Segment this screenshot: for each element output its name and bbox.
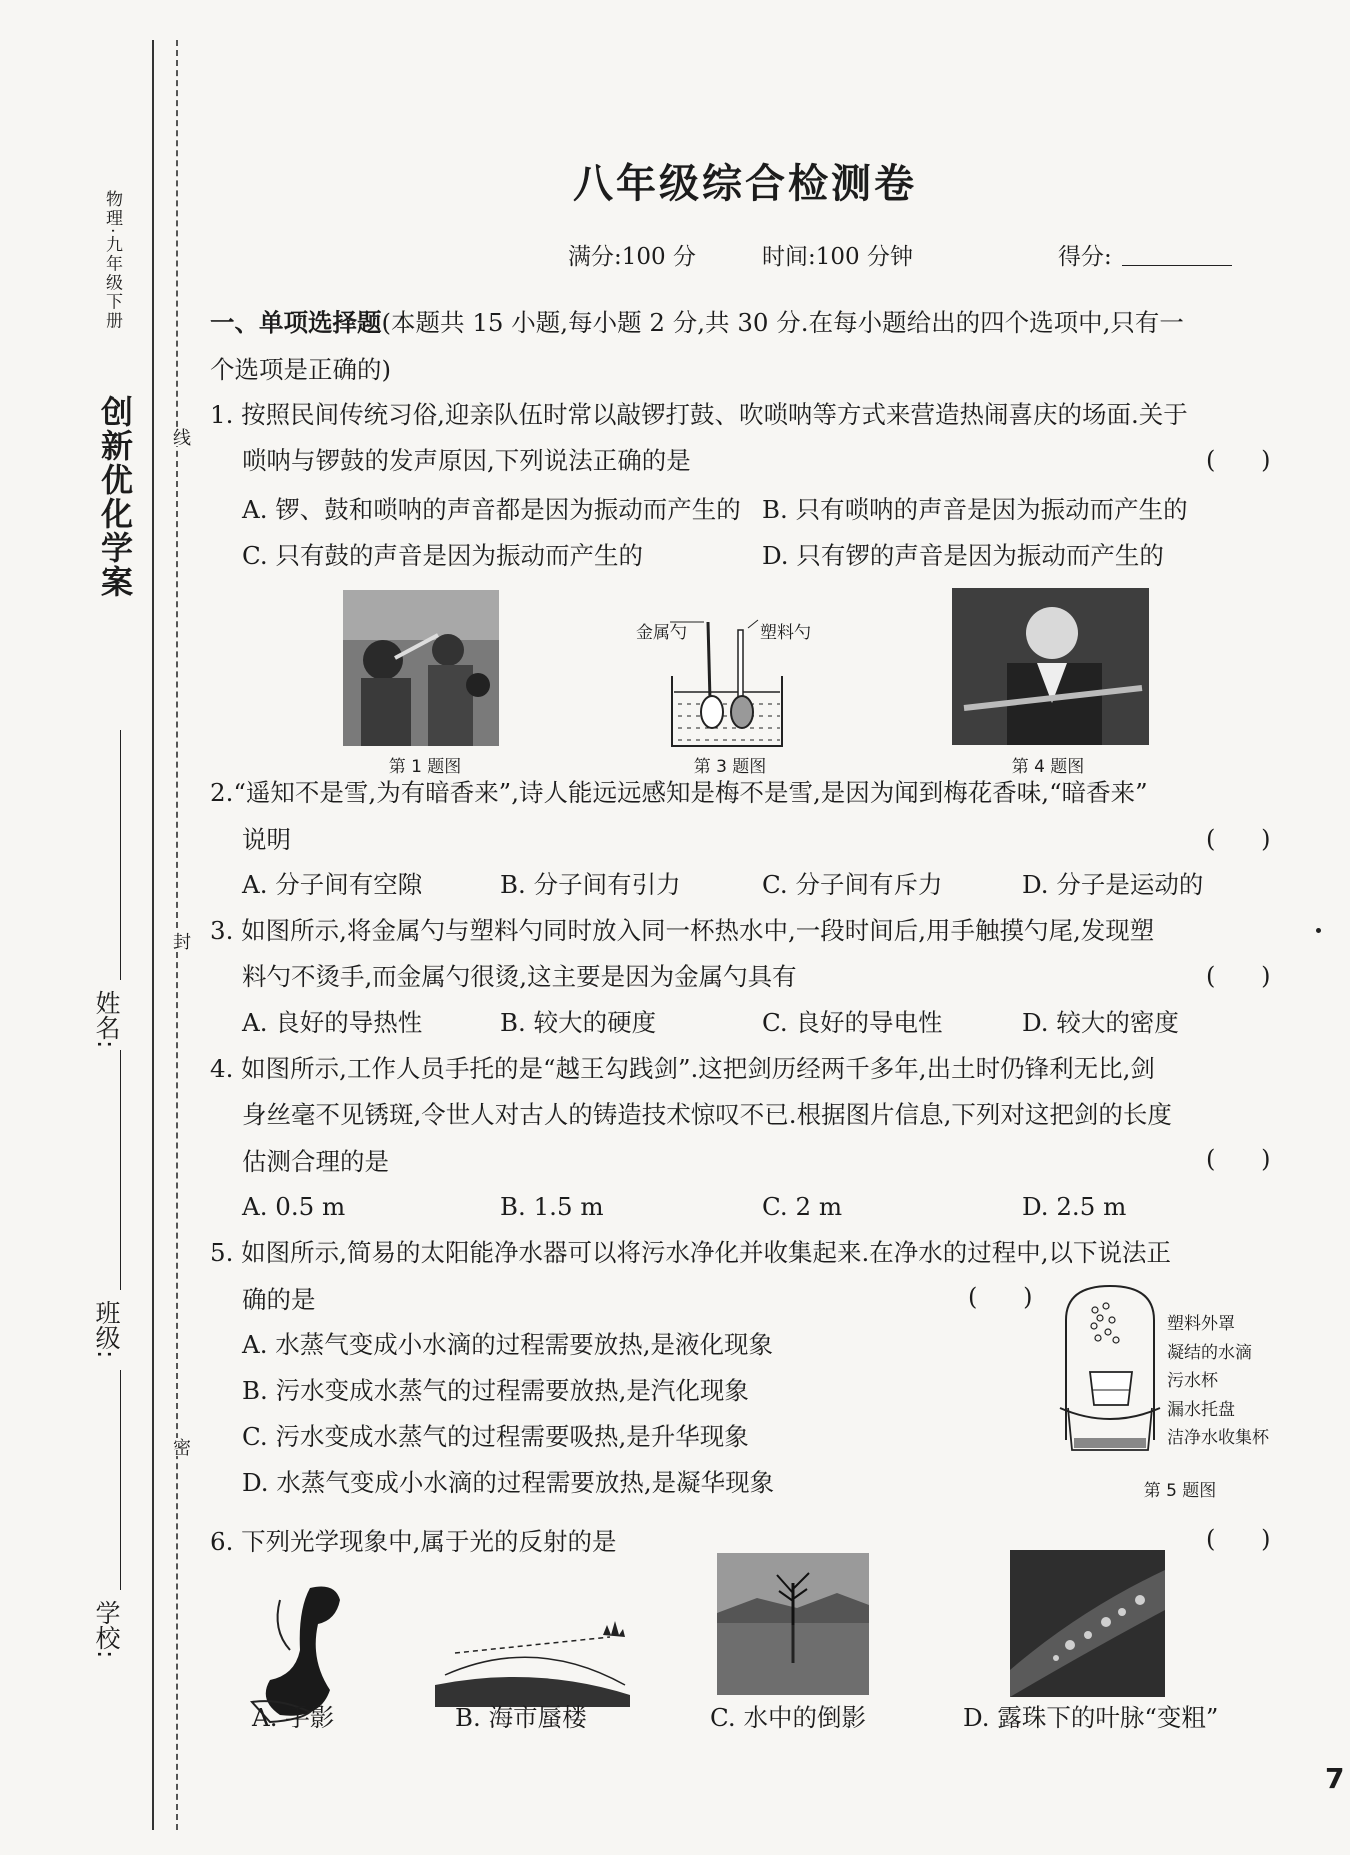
page-title: 八年级综合检测卷 bbox=[573, 161, 917, 207]
q6-answer-blank[interactable]: ( ) bbox=[1206, 1525, 1271, 1553]
q5-stem: 5. 如图所示,简易的太阳能净水器可以将污水净化并收集起来.在净水的过程中,以下说法正 bbox=[210, 1238, 1172, 1267]
school-field[interactable] bbox=[120, 1370, 122, 1590]
section-intro-text: (本题共 15 小题,每小题 2 分,共 30 分.在每小题给出的四个选项中,只有一 bbox=[381, 308, 1184, 337]
section-intro bbox=[210, 308, 1184, 338]
q2-option-b[interactable]: B. 分子间有引力 bbox=[500, 870, 681, 899]
section-heading: 一、单项选择题 bbox=[210, 308, 382, 337]
q5-option-d[interactable]: D. 水蒸气变成小水滴的过程需要放热,是凝华现象 bbox=[242, 1468, 775, 1497]
q5-option-c[interactable]: C. 污水变成水蒸气的过程需要吸热,是升华现象 bbox=[242, 1422, 749, 1451]
name-field[interactable] bbox=[120, 730, 122, 980]
fig4-photo bbox=[952, 588, 1149, 745]
fig5-label-collector: 洁净水收集杯 bbox=[1167, 1428, 1269, 1448]
q1-option-d[interactable]: D. 只有锣的声音是因为振动而产生的 bbox=[762, 541, 1164, 570]
q5-stem-cont: 确的是 bbox=[242, 1285, 316, 1314]
q6-option-a[interactable]: A. 手影 bbox=[252, 1703, 335, 1732]
fig3-metal-label: 金属勺 bbox=[636, 623, 687, 643]
score-field[interactable] bbox=[1122, 265, 1232, 266]
binding-line bbox=[152, 40, 154, 1830]
q6-option-d[interactable]: D. 露珠下的叶脉“变粗” bbox=[963, 1703, 1219, 1732]
fig1-caption: 第 1 题图 bbox=[388, 757, 462, 777]
q4-stem-cont: 身丝毫不见锈斑,令世人对古人的铸造技术惊叹不已.根据图片信息,下列对这把剑的长度 bbox=[242, 1100, 1172, 1129]
q2-option-a[interactable]: A. 分子间有空隙 bbox=[242, 870, 423, 899]
dewdrop-leaf-photo bbox=[1010, 1550, 1165, 1697]
mirage-image bbox=[425, 1615, 635, 1715]
q3-answer-blank[interactable]: ( ) bbox=[1206, 962, 1271, 990]
q4-option-b[interactable]: B. 1.5 m bbox=[500, 1192, 604, 1221]
q6-option-c[interactable]: C. 水中的倒影 bbox=[710, 1703, 866, 1732]
q5-option-a[interactable]: A. 水蒸气变成小水滴的过程需要放热,是液化现象 bbox=[242, 1330, 774, 1359]
class-field[interactable] bbox=[120, 1050, 122, 1290]
fig5-caption: 第 5 题图 bbox=[1143, 1481, 1217, 1501]
q1-stem: 1. 按照民间传统习俗,迎亲队伍时常以敲锣打鼓、吹唢呐等方式来营造热闹喜庆的场面.关于 bbox=[210, 400, 1188, 429]
q2-stem: 2.“遥知不是雪,为有暗香来”,诗人能远远感知是梅不是雪,是因为闻到梅花香味,“暗香来” bbox=[210, 778, 1148, 807]
q1-answer-blank[interactable]: ( ) bbox=[1206, 446, 1271, 474]
q2-option-d[interactable]: D. 分子是运动的 bbox=[1022, 870, 1204, 899]
q5-answer-blank[interactable]: ( ) bbox=[968, 1283, 1033, 1311]
q4-option-c[interactable]: C. 2 m bbox=[762, 1192, 843, 1221]
q4-stem: 4. 如图所示,工作人员手托的是“越王勾践剑”.这把剑历经两千多年,出土时仍锋利无比,剑 bbox=[210, 1054, 1155, 1083]
fig3-plastic-label: 塑料勺 bbox=[760, 623, 811, 643]
fig5-label-tray: 漏水托盘 bbox=[1167, 1399, 1235, 1420]
fig5-label-cover: 塑料外罩 bbox=[1167, 1314, 1235, 1334]
q5-option-b[interactable]: B. 污水变成水蒸气的过程需要放热,是汽化现象 bbox=[242, 1376, 749, 1405]
full-score: 满分:100 分 bbox=[568, 244, 696, 270]
cut-label-line: 线 bbox=[167, 428, 193, 446]
q6-option-b[interactable]: B. 海市蜃楼 bbox=[455, 1703, 587, 1732]
margin-mark bbox=[1316, 928, 1321, 933]
brand-logo: 创新优化学案 bbox=[96, 395, 134, 599]
fig5-labels bbox=[1167, 1310, 1327, 1453]
q4-option-d[interactable]: D. 2.5 m bbox=[1022, 1192, 1127, 1221]
page-number: 7 bbox=[1325, 1762, 1345, 1795]
exam-time: 时间:100 分钟 bbox=[762, 244, 913, 270]
q3-stem: 3. 如图所示,将金属勺与塑料勺同时放入同一杯热水中,一段时间后,用手触摸勺尾,发现塑 bbox=[210, 916, 1155, 945]
q6-stem: 6. 下列光学现象中,属于光的反射的是 bbox=[210, 1527, 617, 1556]
q1-option-c[interactable]: C. 只有鼓的声音是因为振动而产生的 bbox=[242, 541, 643, 570]
q3-option-b[interactable]: B. 较大的硬度 bbox=[500, 1008, 657, 1037]
cut-label-secret: 密 bbox=[167, 1438, 193, 1456]
q2-answer-blank[interactable]: ( ) bbox=[1206, 825, 1271, 853]
reflection-photo bbox=[717, 1553, 869, 1695]
q4-option-a[interactable]: A. 0.5 m bbox=[242, 1192, 346, 1221]
q3-stem-cont: 料勺不烫手,而金属勺很烫,这主要是因为金属勺具有 bbox=[242, 962, 797, 991]
q1-option-b[interactable]: B. 只有唢呐的声音是因为振动而产生的 bbox=[762, 495, 1188, 524]
class-label: 班级: bbox=[92, 1300, 121, 1359]
q3-option-d[interactable]: D. 较大的密度 bbox=[1022, 1008, 1179, 1037]
q2-option-c[interactable]: C. 分子间有斥力 bbox=[762, 870, 943, 899]
fig5-label-cup: 污水杯 bbox=[1167, 1371, 1218, 1391]
q4-stem-cont2: 估测合理的是 bbox=[242, 1147, 389, 1176]
school-label: 学校: bbox=[92, 1600, 121, 1659]
q1-stem-cont: 唢呐与锣鼓的发声原因,下列说法正确的是 bbox=[242, 446, 691, 475]
q1-option-a[interactable]: A. 锣、鼓和唢呐的声音都是因为振动而产生的 bbox=[242, 495, 741, 524]
q3-option-c[interactable]: C. 良好的导电性 bbox=[762, 1008, 943, 1037]
fig3-caption: 第 3 题图 bbox=[693, 757, 767, 777]
fig1-photo bbox=[343, 590, 499, 746]
fig5-label-drops: 凝结的水滴 bbox=[1167, 1342, 1252, 1363]
subject-label: 物理·九年级下册 bbox=[102, 190, 122, 331]
name-label: 姓名: bbox=[92, 990, 121, 1049]
cut-label-seal: 封 bbox=[167, 932, 193, 950]
score-label: 得分: bbox=[1058, 244, 1112, 270]
q2-stem-cont: 说明 bbox=[242, 825, 291, 854]
fig5-diagram bbox=[1050, 1280, 1170, 1460]
q3-option-a[interactable]: A. 良好的导热性 bbox=[242, 1008, 423, 1037]
section-intro-cont: 个选项是正确的) bbox=[210, 355, 392, 384]
q4-answer-blank[interactable]: ( ) bbox=[1206, 1145, 1271, 1173]
fig4-caption: 第 4 题图 bbox=[1011, 757, 1085, 777]
